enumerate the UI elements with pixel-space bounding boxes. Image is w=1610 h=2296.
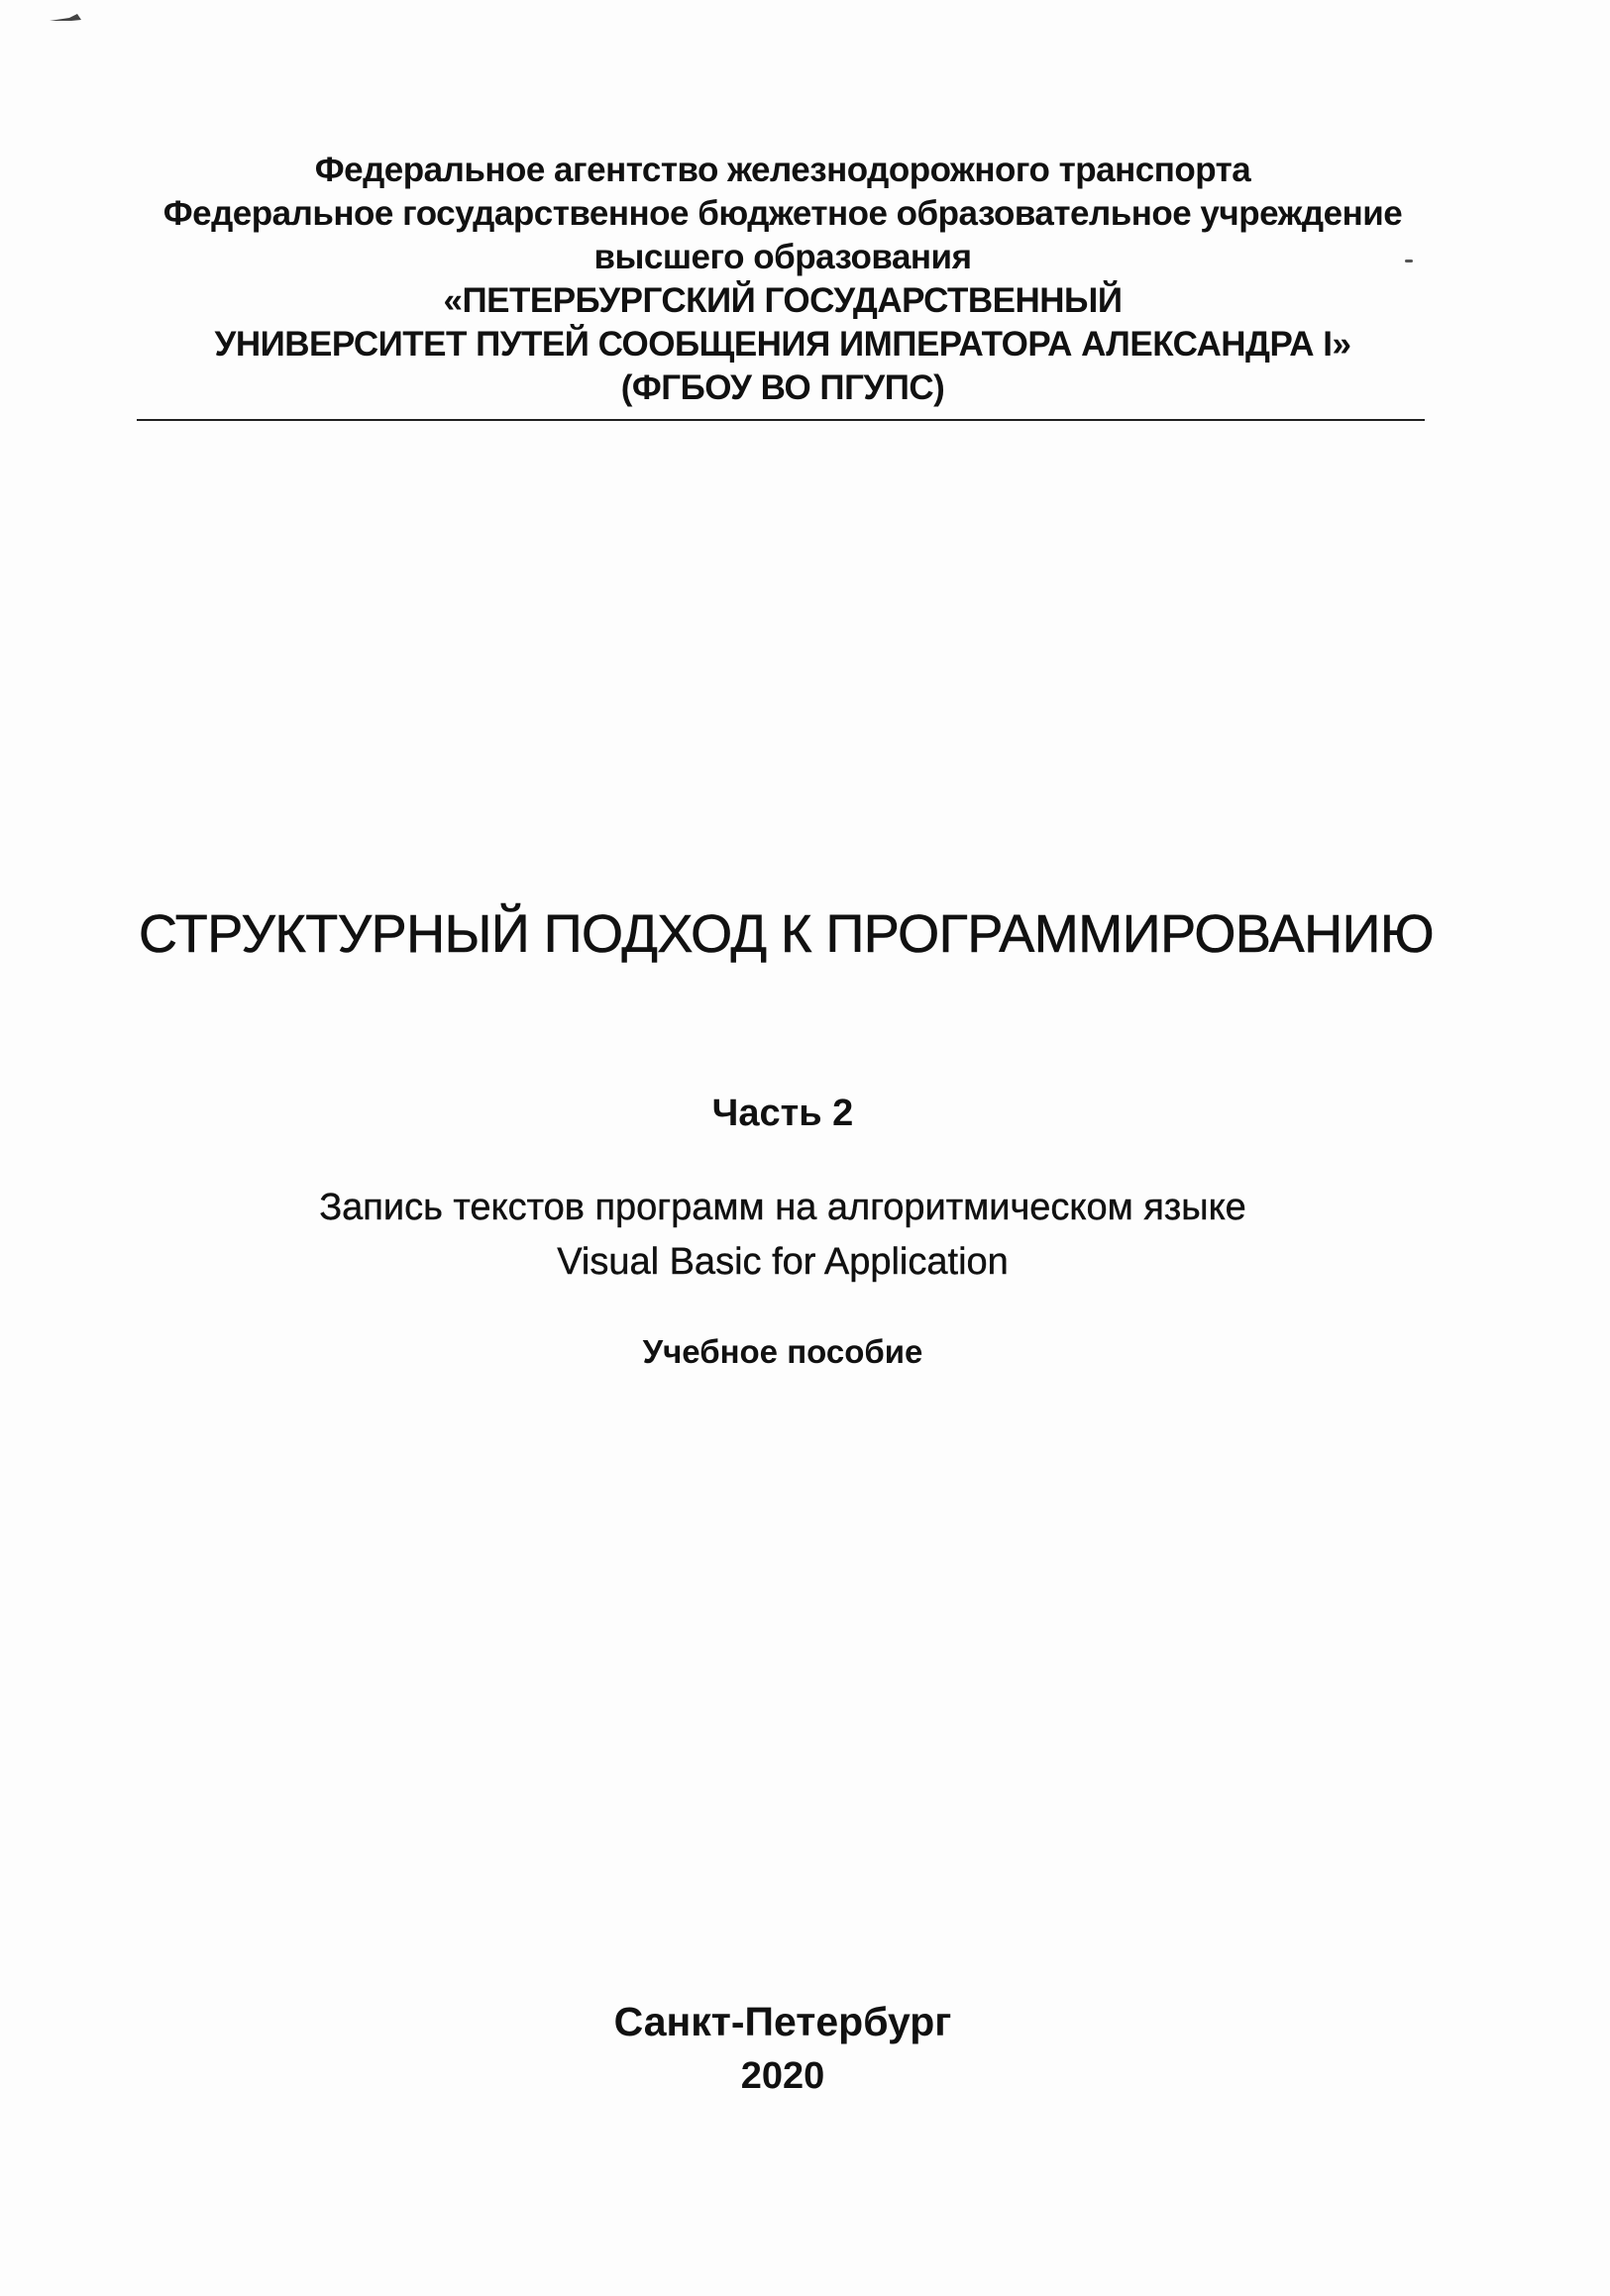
header-divider: [137, 419, 1425, 421]
document-type: Учебное пособие: [642, 1333, 923, 1370]
header-line-institution-type: Федеральное государственное бюджетное образовательное учреждение: [162, 194, 1403, 233]
header-line-university-name-2: УНИВЕРСИТЕТ ПУТЕЙ СООБЩЕНИЯ ИМПЕРАТОРА АЛЕКСАНДРА I»: [214, 325, 1351, 364]
book-subtitle: [139, 1181, 1427, 1290]
publication-year: 2020: [740, 2055, 825, 2097]
subtitle-line-1: Запись текстов программ на алгоритмическом языке: [319, 1187, 1246, 1228]
header-line-abbreviation: (ФГБОУ ВО ПГУПС): [620, 368, 945, 407]
header-line-university-name-1: «ПЕТЕРБУРГСКИЙ ГОСУДАРСТВЕННЫЙ: [443, 281, 1123, 320]
header-line-education-level: высшего образования: [593, 238, 972, 276]
publication-city: Санкт-Петербург: [613, 1999, 952, 2044]
institution-header: [139, 149, 1427, 410]
part-number: Часть 2: [711, 1093, 854, 1134]
subtitle-line-2: Visual Basic for Application: [557, 1241, 1009, 1283]
header-line-agency: Федеральное агентство железнодорожного транспорта: [314, 151, 1251, 189]
book-title: СТРУКТУРНЫЙ ПОДХОД К ПРОГРАММИРОВАНИЮ: [139, 904, 1435, 964]
scan-artifact-mark: [48, 12, 87, 24]
